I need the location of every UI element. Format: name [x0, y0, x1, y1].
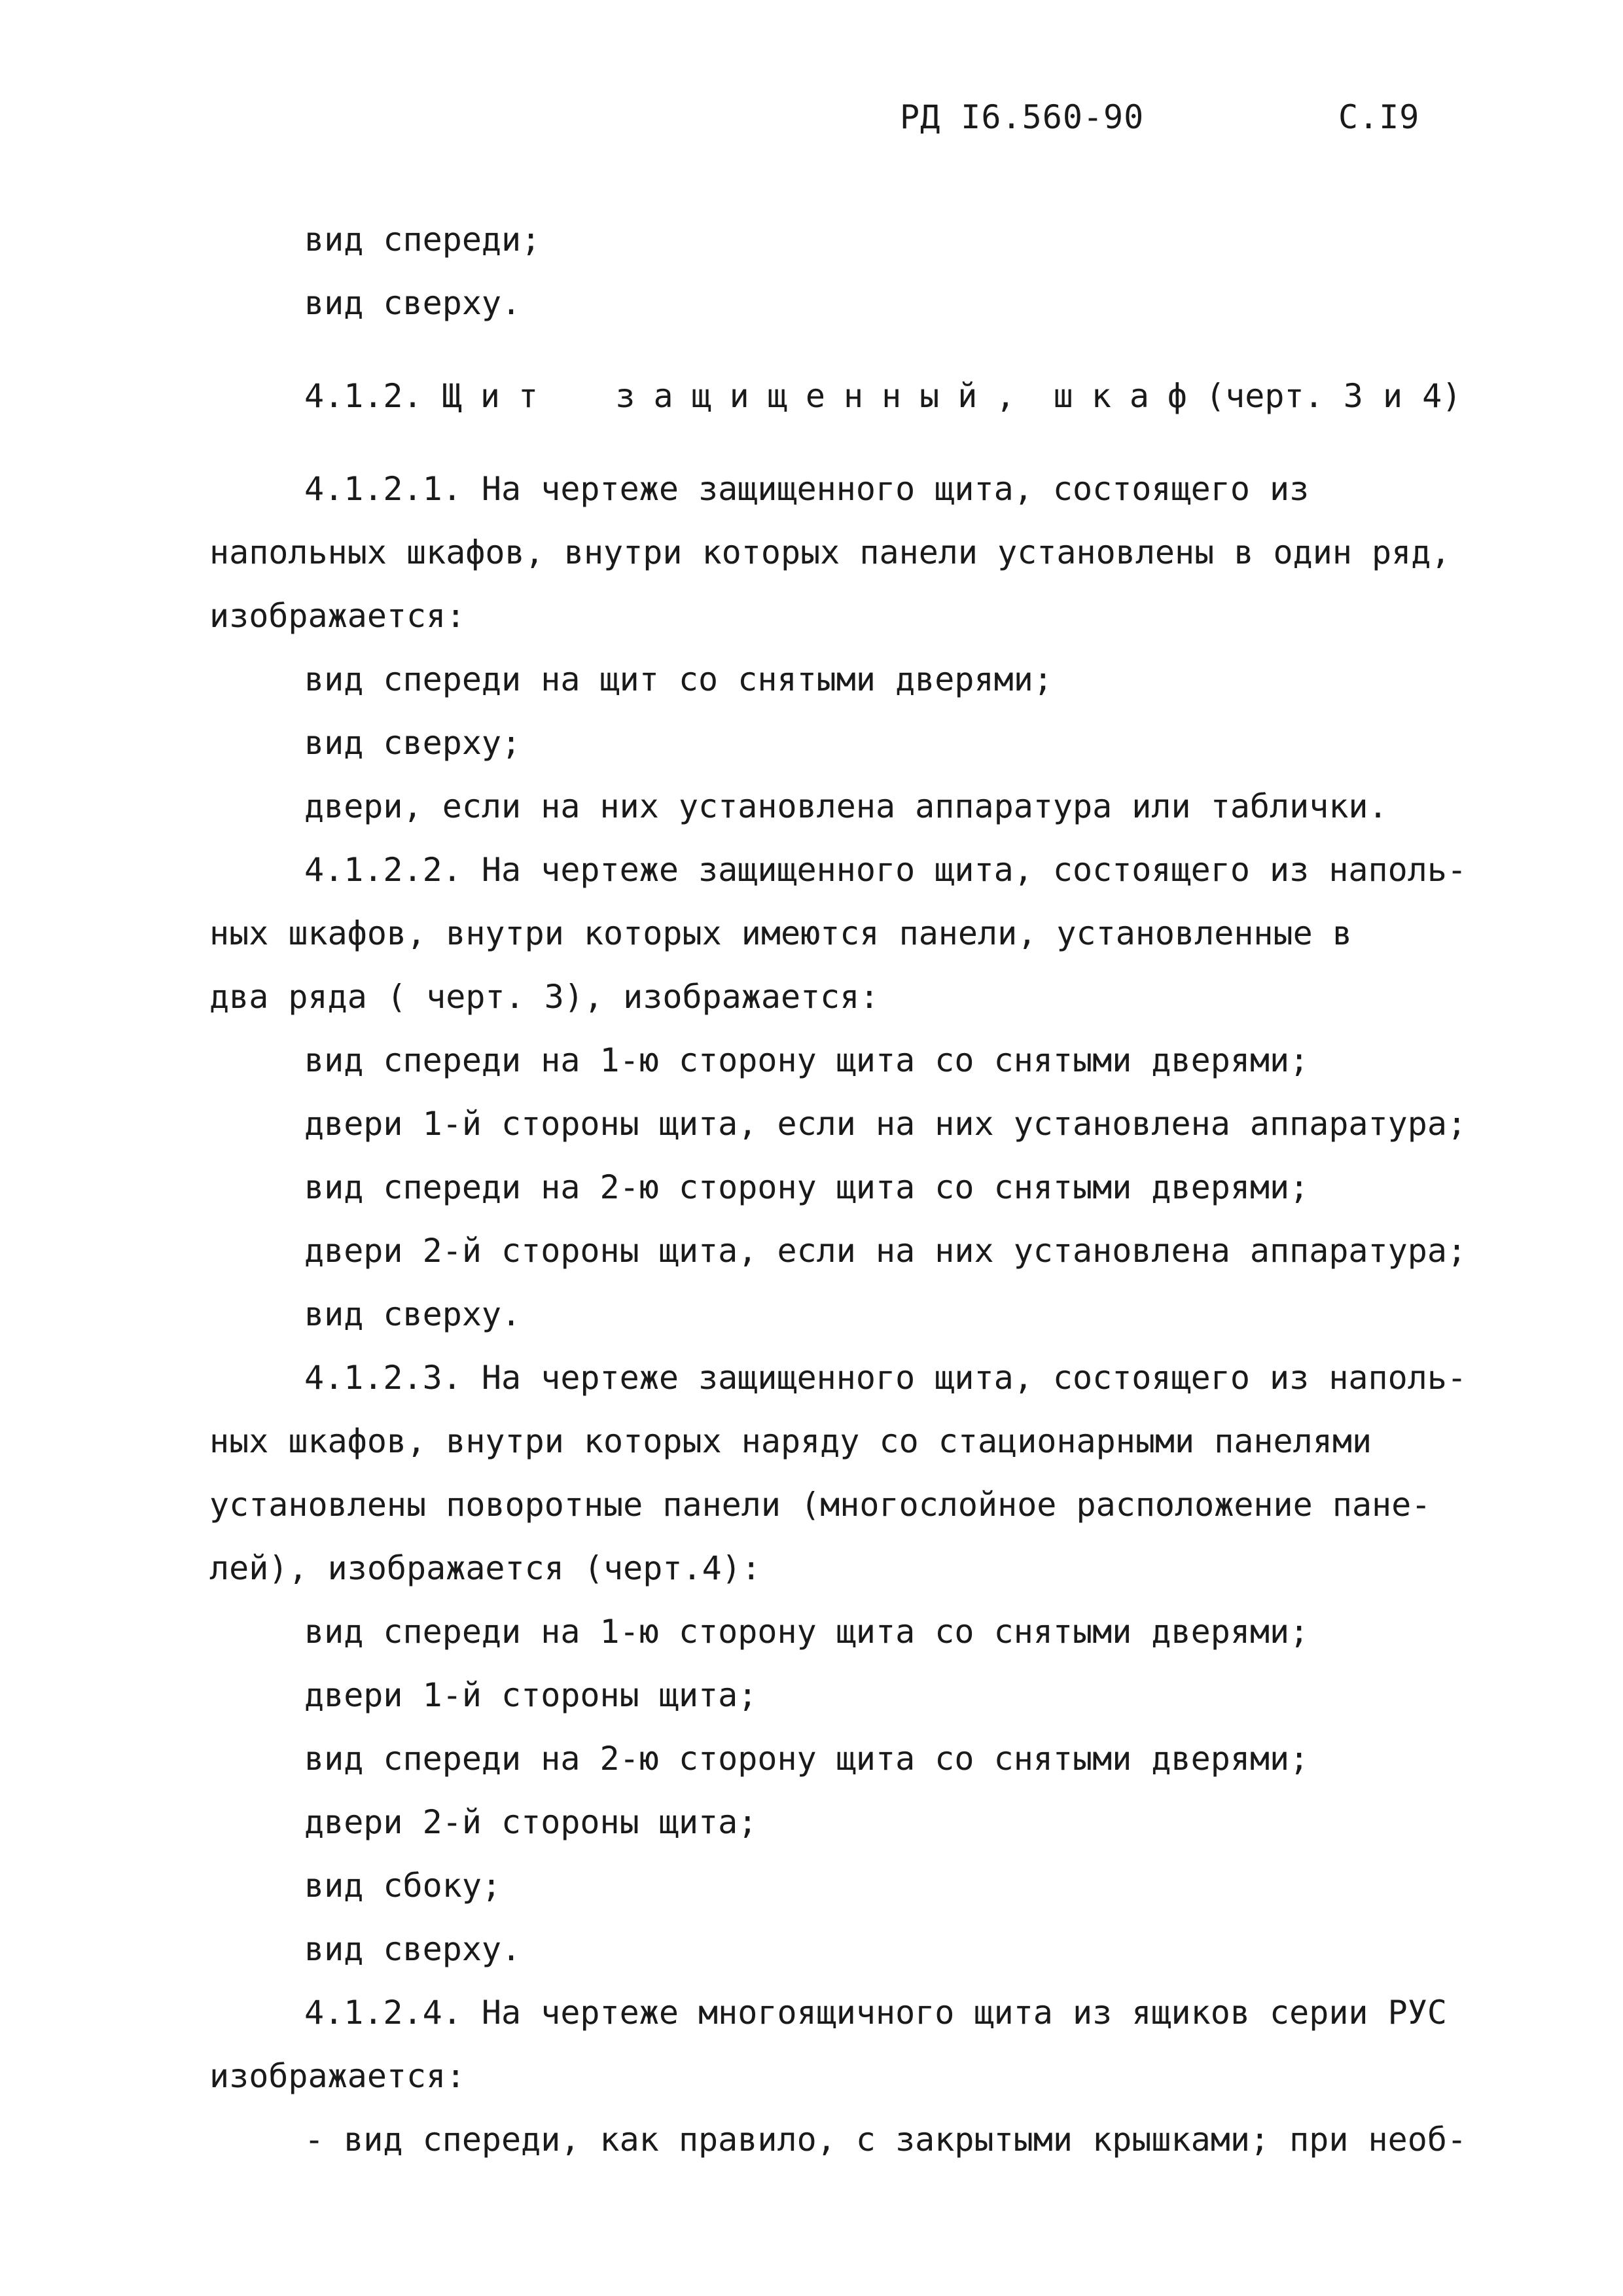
paragraph-line: 4.1.2.3. На чертеже защищенного щита, состоящего из наполь- [304, 1359, 1467, 1397]
text-line: вид спереди; [304, 221, 541, 259]
list-line: вид сверху; [304, 724, 522, 762]
list-line: вид спереди на 1-ю сторону щита со снятыми дверями; [304, 1613, 1310, 1651]
paragraph-line: ных шкафов, внутри которых наряду со стационарными панелями [209, 1422, 1372, 1460]
paragraph-line: 4.1.2.4. На чертеже многоящичного щита из ящиков серии РУС [304, 1994, 1447, 2032]
list-line: вид сбоку; [304, 1867, 502, 1905]
page-number: С.I9 [1338, 98, 1420, 136]
paragraph-line: ных шкафов, внутри которых имеются панели, установленные в [209, 914, 1352, 952]
list-line: двери 1-й стороны щита, если на них установлена аппаратура; [304, 1105, 1467, 1143]
document-code: РД I6.560-90 [900, 98, 1145, 136]
list-line: вид сверху. [304, 1930, 522, 1968]
spacer [0, 335, 1623, 365]
document-body [0, 208, 1623, 2172]
list-line: вид спереди на 2-ю сторону щита со снятыми дверями; [304, 1168, 1310, 1206]
text-line: вид сверху. [304, 284, 522, 322]
list-line: двери, если на них установлена аппаратура или таблички. [304, 787, 1388, 825]
list-line: двери 2-й стороны щита, если на них установлена аппаратура; [304, 1232, 1467, 1270]
paragraph-line: 4.1.2.1. На чертеже защищенного щита, состоящего из [304, 470, 1310, 508]
list-line: двери 2-й стороны щита; [304, 1803, 758, 1841]
list-line: двери 1-й стороны щита; [304, 1676, 758, 1714]
paragraph-line: 4.1.2.2. На чертеже защищенного щита, состоящего из наполь- [304, 851, 1467, 889]
list-line: вид спереди на щит со снятыми дверями; [304, 660, 1053, 698]
section-title-part: защищенный, [615, 377, 1034, 415]
paragraph-line: два ряда ( черт. 3), изображается: [209, 978, 880, 1016]
list-line: - вид спереди, как правило, с закрытыми крышками; при необ- [304, 2121, 1467, 2159]
list-line: вид спереди на 2-ю сторону щита со снятыми дверями; [304, 1740, 1310, 1778]
paragraph-line: лей), изображается (черт.4): [209, 1549, 761, 1587]
paragraph-line: напольных шкафов, внутри которых панели установлены в один ряд, [209, 533, 1451, 571]
paragraph-line: установлены поворотные панели (многослойное расположение пане- [209, 1486, 1431, 1524]
section-number: 4.1.2. [304, 377, 423, 415]
section-title-part: шкаф [1053, 377, 1206, 415]
list-line: вид сверху. [304, 1295, 522, 1333]
list-line: вид спереди на 1-ю сторону щита со снятыми дверями; [304, 1041, 1310, 1079]
paragraph-line: изображается: [209, 2057, 466, 2095]
page-header [0, 98, 1623, 151]
section-title-part: Щит [442, 377, 557, 415]
spacer [0, 428, 1623, 457]
paragraph-line: изображается: [209, 597, 466, 635]
section-heading [0, 365, 1623, 428]
section-title-ref: (черт. 3 и 4) [1205, 377, 1462, 415]
